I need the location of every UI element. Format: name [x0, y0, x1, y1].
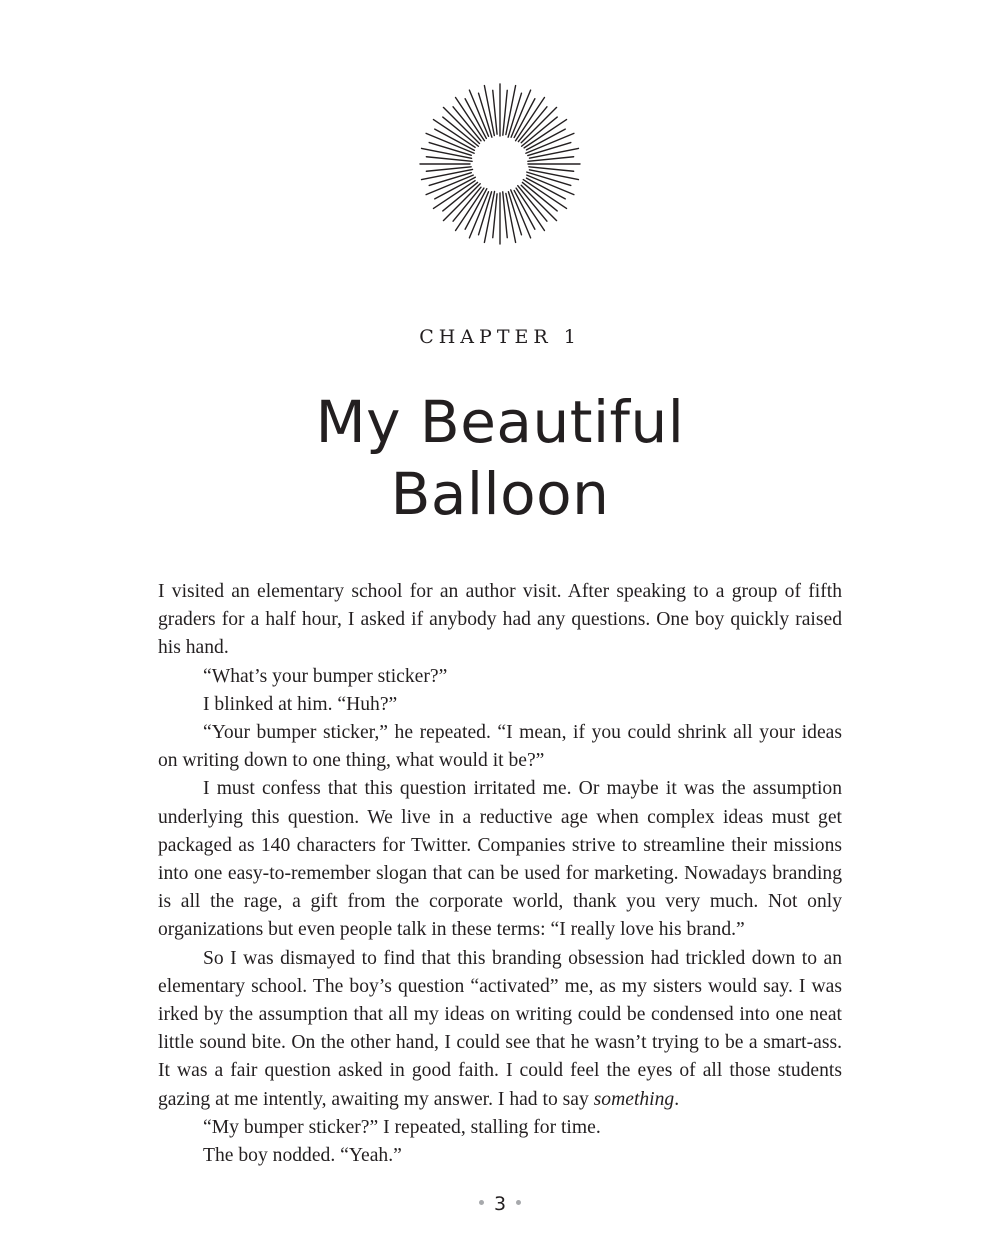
page-footer	[0, 1193, 1000, 1215]
page-number: 3	[493, 1193, 507, 1215]
footer-dot-right-icon	[516, 1200, 521, 1205]
paragraph: “My bumper sticker?” I repeated, stalling for time.	[203, 1116, 601, 1138]
chapter-title-line-2: Balloon	[390, 460, 610, 528]
chapter-title	[0, 386, 1000, 530]
body-text	[158, 578, 842, 1170]
emphasis-text: something	[593, 1088, 675, 1110]
paragraph	[158, 945, 842, 1114]
paragraph: I visited an elementary school for an author visit. After speaking to a group of fifth graders for a half hour, I asked if anybody had any questions. One boy quickly raised his hand.	[158, 581, 842, 659]
paragraph-text: So I was dismayed to find that this branding obsession had trickled down to an elementary school. The boy’s question “activated” me, as my sisters would say. I was irked by the assumption that all my ideas on writing could be condensed into one neat little sound bite. On the other hand, I could see that he wasn’t trying to be a smart-ass. It was a fair question asked in good faith. I could feel the eyes of all those students gazing at me intently, awaiting my answer. I had to say	[158, 947, 842, 1110]
paragraph: I must confess that this question irritated me. Or maybe it was the assumption underlying this question. We live in a reductive age when complex ideas must get packaged as 140 characters for Twitter. Companies strive to streamline their missions into one easy-to-remember slogan that can be used for marketing. Nowadays branding is all the rage, a gift from the corporate world, thank you very much. Not only organizations but even people talk in these terms: “I really love his brand.”	[158, 778, 842, 941]
chapter-label: CHAPTER 1	[419, 326, 581, 348]
paragraph: “What’s your bumper sticker?”	[203, 665, 448, 687]
paragraph: I blinked at him. “Huh?”	[203, 693, 398, 715]
paragraph: “Your bumper sticker,” he repeated. “I mean, if you could shrink all your ideas on writing down to one thing, what would it be?”	[158, 722, 842, 772]
chapter-title-line-1: My Beautiful	[315, 388, 685, 456]
paragraph-end: .	[674, 1088, 680, 1110]
footer-dot-left-icon	[479, 1200, 484, 1205]
paragraph: The boy nodded. “Yeah.”	[203, 1145, 402, 1167]
sunburst-ornament-icon	[415, 79, 585, 249]
